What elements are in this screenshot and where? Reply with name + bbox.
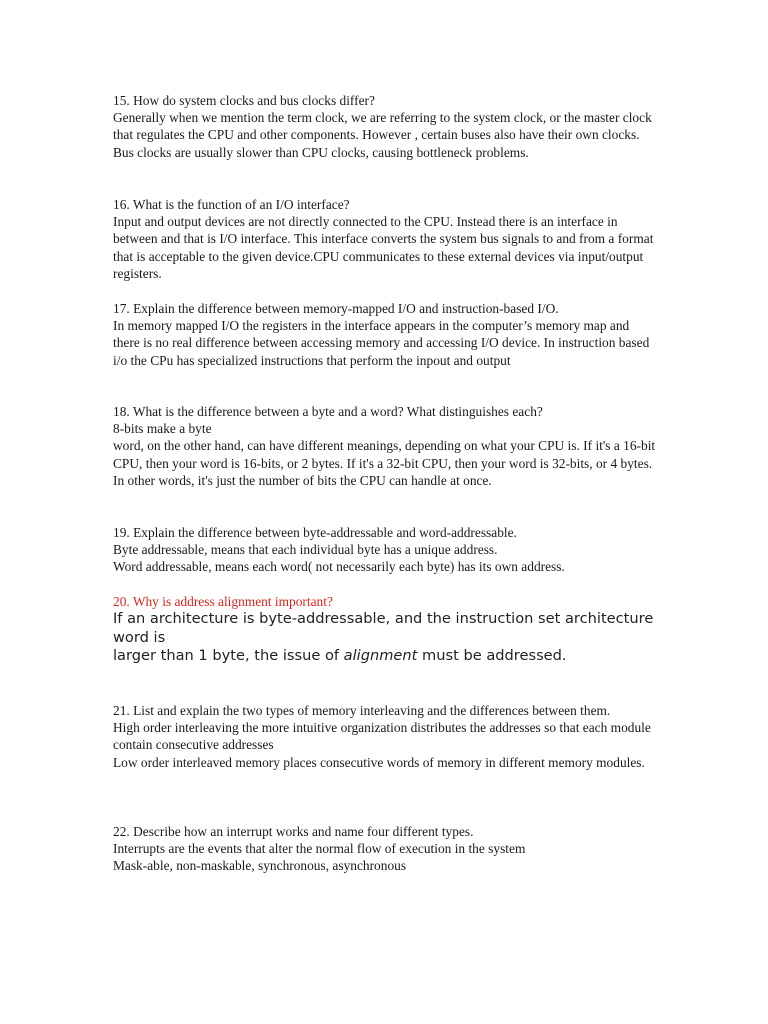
question-19: 19. Explain the difference between byte-addressable and word-addressable. <box>113 525 517 540</box>
answer-19-a: Byte addressable, means that each individual byte has a unique address. <box>113 542 498 558</box>
answer-20-line2 <box>113 647 658 666</box>
answer-22-a: Interrupts are the events that alter the normal flow of execution in the system <box>113 841 526 857</box>
answer-20-pre: larger than 1 byte, the issue of <box>113 647 344 665</box>
question-21: 21. List and explain the two types of memory interleaving and the differences between them. <box>113 703 611 718</box>
answer-21-b: Low order interleaved memory places consecutive words of memory in different memory modules. <box>113 754 645 770</box>
answer-20-post: must be addressed. <box>417 647 567 665</box>
qa-block-21 <box>113 702 658 771</box>
qa-block-20 <box>113 593 658 666</box>
answer-15: Generally when we mention the term clock, we are referring to the system clock, or the master clock that regulates the CPU and other components. However , certain buses also have their own clocks. Bus clocks are usually slower than CPU clocks, causing bottleneck problems. <box>113 110 652 160</box>
answer-22-b: Mask-able, non-maskable, synchronous, asynchronous <box>113 858 407 874</box>
qa-block-18 <box>113 403 658 489</box>
qa-block-22 <box>113 823 658 875</box>
question-22: 22. Describe how an interrupt works and name four different types. <box>113 824 474 839</box>
qa-block-17 <box>113 300 658 369</box>
qa-block-16 <box>113 196 658 282</box>
question-16: 16. What is the function of an I/O interface? <box>113 197 350 212</box>
question-20: 20. Why is address alignment important? <box>113 594 333 609</box>
answer-21-a: High order interleaving the more intuitive organization distributes the addresses so that each module contain consecutive addresses <box>113 720 651 753</box>
qa-block-19 <box>113 524 658 576</box>
answer-18-a: 8-bits make a byte <box>113 421 212 437</box>
question-17: 17. Explain the difference between memory-mapped I/O and instruction-based I/O. <box>113 301 559 316</box>
answer-17: In memory mapped I/O the registers in the interface appears in the computer’s memory map and there is no real difference between accessing memory and accessing I/O device. In instruction based i/o the CPu has specialized instructions that perform the inpout and output <box>113 318 650 368</box>
qa-block-15 <box>113 92 658 161</box>
question-18: 18. What is the difference between a byte and a word? What distinguishes each? <box>113 404 543 419</box>
question-15: 15. How do system clocks and bus clocks differ? <box>113 93 375 108</box>
answer-20-line1: If an architecture is byte-addressable, and the instruction set architecture word is <box>113 610 654 646</box>
answer-18-b: word, on the other hand, can have different meanings, depending on what your CPU is. If it's a 16-bit CPU, then your word is 16-bits, or 2 bytes. If it's a 32-bit CPU, then your word is 32-bits, or 4 bytes. In other words, it's just the number of bits the CPU can handle at once. <box>113 438 656 488</box>
answer-20-emphasis: alignment <box>343 647 418 665</box>
answer-16: Input and output devices are not directly connected to the CPU. Instead there is an interface in between and that is I/O interface. This interface converts the system bus signals to and from a format that is acceptable to the given device.CPU communicates to these external devices via input/output registers. <box>113 214 654 281</box>
answer-19-b: Word addressable, means each word( not necessarily each byte) has its own address. <box>113 559 565 575</box>
